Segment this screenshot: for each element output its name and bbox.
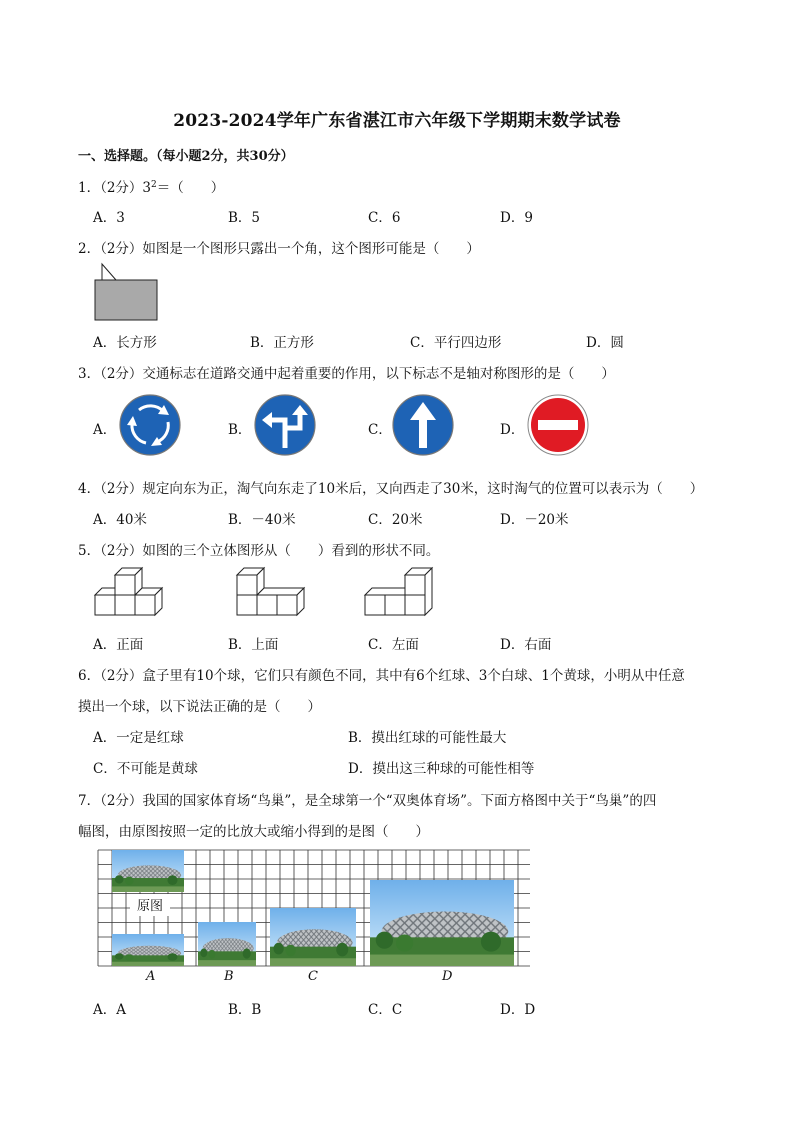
q2-option-c[interactable]: C．平行四边形 [410, 335, 502, 351]
q7-option-d[interactable]: D．D [500, 1002, 536, 1018]
exposed-corner-figure [92, 262, 162, 324]
q3-option-d[interactable]: D． [500, 422, 525, 438]
q3-option-b[interactable]: B． [228, 422, 252, 438]
question-1 [78, 176, 224, 196]
turn-left-or-right-sign-icon [252, 394, 318, 456]
question-6-line-1: 6．（2分）盒子里有10个球，它们只有颜色不同，其中有6个红球、3个白球、1个黄球，小明从中任意 [78, 668, 685, 684]
question-5: 5．（2分）如图的三个立体图形从（ ）看到的形状不同。 [78, 543, 440, 559]
question-1-exponent: 2 [151, 180, 157, 190]
figure-label-a: A [146, 969, 156, 984]
no-entry-sign-icon [525, 394, 591, 456]
q6-option-a[interactable]: A．一定是红球 [93, 730, 184, 746]
q7-option-a[interactable]: A．A [93, 1002, 126, 1018]
q4-option-c[interactable]: C．20米 [368, 512, 423, 528]
birds-nest-grid-figure [96, 849, 530, 969]
page-title: 2023-2024学年广东省湛江市六年级下学期期末数学试卷 [173, 111, 621, 131]
figure-label-c: C [308, 969, 318, 984]
q1-option-d[interactable]: D．9 [500, 210, 533, 226]
cube-figure-1 [92, 566, 168, 621]
q7-option-c[interactable]: C．C [368, 1002, 403, 1018]
question-7-line-2: 幅图，由原图按照一定的比放大或缩小得到的是图（ ） [78, 824, 429, 840]
question-4: 4．（2分）规定向东为正，淘气向东走了10米后，又向西走了30米，这时淘气的位置可以表示为（ ） [78, 481, 704, 497]
question-1-suffix: ＝（ ） [156, 180, 225, 196]
q5-option-b[interactable]: B．上面 [228, 637, 279, 653]
q1-option-b[interactable]: B．5 [228, 210, 261, 226]
q5-option-c[interactable]: C．左面 [368, 637, 419, 653]
q3-option-c[interactable]: C． [368, 422, 392, 438]
question-6-line-2: 摸出一个球，以下说法正确的是（ ） [78, 699, 321, 715]
question-3: 3．（2分）交通标志在道路交通中起着重要的作用，以下标志不是轴对称图形的是（ ） [78, 366, 615, 382]
q2-option-b[interactable]: B．正方形 [250, 335, 314, 351]
q6-option-c[interactable]: C．不可能是黄球 [93, 761, 198, 777]
figure-label-d: D [442, 969, 453, 984]
original-figure-label: 原图 [136, 898, 164, 913]
q4-option-a[interactable]: A．40米 [93, 512, 147, 528]
question-7-line-1: 7．（2分）我国的国家体育场“鸟巢”，是全球第一个“双奥体育场”。下面方格图中关于“鸟巢”的四 [78, 793, 657, 809]
question-1-prefix: 1．（2分）3 [78, 180, 152, 196]
q1-option-a[interactable]: A．3 [93, 210, 125, 226]
cube-figure-2 [234, 566, 310, 621]
q2-option-d[interactable]: D．圆 [586, 335, 624, 351]
q6-option-b[interactable]: B．摸出红球的可能性最大 [348, 730, 507, 746]
roundabout-sign-icon [117, 394, 183, 456]
q3-option-a[interactable]: A． [93, 422, 117, 438]
section-heading: 一、选择题。（每小题2分，共30分） [78, 149, 294, 164]
q5-option-d[interactable]: D．右面 [500, 637, 552, 653]
q5-option-a[interactable]: A．正面 [93, 637, 144, 653]
question-2: 2．（2分）如图是一个图形只露出一个角，这个图形可能是（ ） [78, 241, 480, 257]
q4-option-d[interactable]: D．－20米 [500, 512, 569, 528]
q2-option-a[interactable]: A．长方形 [93, 335, 157, 351]
q6-option-d[interactable]: D．摸出这三种球的可能性相等 [348, 761, 535, 777]
q1-option-c[interactable]: C．6 [368, 210, 401, 226]
cube-figure-3 [362, 566, 438, 621]
q4-option-b[interactable]: B．－40米 [228, 512, 296, 528]
q7-option-b[interactable]: B．B [228, 1002, 262, 1018]
figure-label-b: B [224, 969, 234, 984]
straight-ahead-sign-icon [390, 394, 456, 456]
